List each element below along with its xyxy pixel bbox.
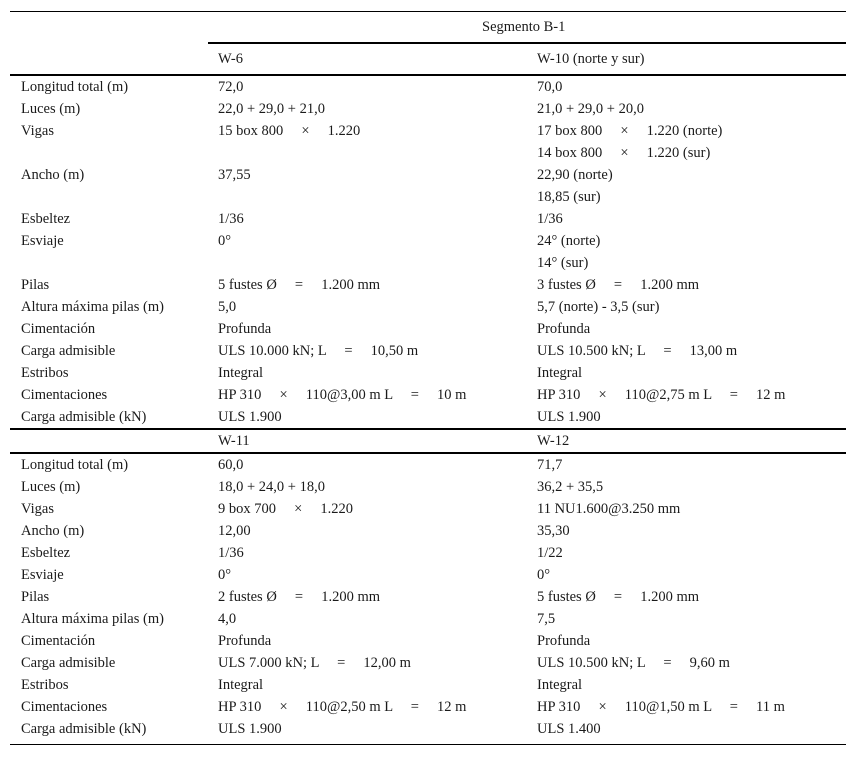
cell-value: 1/36: [537, 211, 563, 227]
top-rule: [10, 11, 846, 12]
cell-value: 5,7 (norte) - 3,5 (sur): [537, 299, 660, 315]
row-label: Estribos: [21, 677, 69, 693]
cell-value: 0°: [537, 567, 551, 583]
cell-value: ULS 10.500 kN; L = 13,00 m: [537, 343, 738, 359]
row-label: Longitud total (m): [21, 457, 129, 473]
row-label: Carga admisible: [21, 343, 116, 359]
row-label: Estribos: [21, 365, 69, 381]
cell-value: 1/36: [218, 545, 244, 561]
cell-value: 7,5: [537, 611, 556, 627]
cell-value: ULS 1.400: [537, 721, 601, 737]
cell-value: 1/22: [537, 545, 563, 561]
cell-value: 1/36: [218, 211, 244, 227]
row-label: Carga admisible (kN): [21, 721, 147, 737]
cell-value: 5,0: [218, 299, 237, 315]
cell-value: 0°: [218, 567, 232, 583]
cell-value: 24° (norte): [537, 233, 601, 249]
bottom-rule: [10, 744, 846, 745]
cell-value: ULS 10.500 kN; L = 9,60 m: [537, 655, 730, 671]
row-label: Carga admisible: [21, 655, 116, 671]
cell-value: 36,2 + 35,5: [537, 479, 604, 495]
row-label: Luces (m): [21, 479, 81, 495]
cell-value: 11 NU1.600@3.250 mm: [537, 501, 681, 517]
cell-value: 3 fustes Ø = 1.200 mm: [537, 277, 700, 293]
column-header-w10: W-10 (norte y sur): [537, 51, 645, 67]
row-label: Cimentación: [21, 321, 96, 337]
row-label: Carga admisible (kN): [21, 409, 147, 425]
cell-value: 4,0: [218, 611, 237, 627]
row-label: Vigas: [21, 501, 54, 517]
row-label: Luces (m): [21, 101, 81, 117]
cell-value: Integral: [218, 677, 264, 693]
cell-value: HP 310 × 110@1,50 m L = 11 m: [537, 699, 785, 715]
row-label: Vigas: [21, 123, 54, 139]
cell-value: 18,0 + 24,0 + 18,0: [218, 479, 325, 495]
cell-value: 22,90 (norte): [537, 167, 613, 183]
cell-value: ULS 1.900: [537, 409, 601, 425]
cell-value: Integral: [218, 365, 264, 381]
row-label: Pilas: [21, 589, 50, 605]
cell-value: HP 310 × 110@2,50 m L = 12 m: [218, 699, 467, 715]
cell-value: Integral: [537, 677, 583, 693]
cell-value: 22,0 + 29,0 + 21,0: [218, 101, 325, 117]
cell-value: 18,85 (sur): [537, 189, 601, 205]
group-header-rule: [208, 42, 846, 44]
column-header-w6: W-6: [218, 51, 243, 67]
cell-value: Profunda: [218, 321, 272, 337]
row-label: Esbeltez: [21, 211, 71, 227]
section2-header-rule: [10, 452, 846, 454]
section2-top-rule: [10, 428, 846, 430]
section1-header-rule: [10, 74, 846, 76]
cell-value: 12,00: [218, 523, 251, 539]
cell-value: 14 box 800 × 1.220 (sur): [537, 145, 711, 161]
row-label: Esviaje: [21, 567, 64, 583]
row-label: Cimentaciones: [21, 387, 108, 403]
row-label: Pilas: [21, 277, 50, 293]
cell-value: ULS 7.000 kN; L = 12,00 m: [218, 655, 411, 671]
cell-value: 60,0: [218, 457, 244, 473]
column-header-w12: W-12: [537, 433, 570, 449]
cell-value: 14° (sur): [537, 255, 589, 271]
row-label: Ancho (m): [21, 167, 85, 183]
cell-value: 17 box 800 × 1.220 (norte): [537, 123, 723, 139]
cell-value: Profunda: [537, 633, 591, 649]
cell-value: 21,0 + 29,0 + 20,0: [537, 101, 644, 117]
row-label: Altura máxima pilas (m): [21, 611, 164, 627]
cell-value: 0°: [218, 233, 232, 249]
row-label: Cimentación: [21, 633, 96, 649]
cell-value: 9 box 700 × 1.220: [218, 501, 354, 517]
cell-value: 35,30: [537, 523, 570, 539]
row-label: Cimentaciones: [21, 699, 108, 715]
cell-value: Profunda: [537, 321, 591, 337]
cell-value: HP 310 × 110@3,00 m L = 10 m: [218, 387, 467, 403]
cell-value: ULS 1.900: [218, 721, 282, 737]
cell-value: HP 310 × 110@2,75 m L = 12 m: [537, 387, 786, 403]
cell-value: 37,55: [218, 167, 251, 183]
row-label: Altura máxima pilas (m): [21, 299, 164, 315]
column-header-w11: W-11: [218, 433, 250, 449]
cell-value: Integral: [537, 365, 583, 381]
row-label: Longitud total (m): [21, 79, 129, 95]
cell-value: 2 fustes Ø = 1.200 mm: [218, 589, 381, 605]
cell-value: ULS 10.000 kN; L = 10,50 m: [218, 343, 419, 359]
cell-value: 70,0: [537, 79, 563, 95]
cell-value: 5 fustes Ø = 1.200 mm: [218, 277, 381, 293]
row-label: Ancho (m): [21, 523, 85, 539]
cell-value: 72,0: [218, 79, 244, 95]
cell-value: 5 fustes Ø = 1.200 mm: [537, 589, 700, 605]
row-label: Esbeltez: [21, 545, 71, 561]
row-label: Esviaje: [21, 233, 64, 249]
cell-value: Profunda: [218, 633, 272, 649]
cell-value: 71,7: [537, 457, 563, 473]
group-header: Segmento B-1: [482, 19, 566, 35]
cell-value: 15 box 800 × 1.220: [218, 123, 361, 139]
cell-value: ULS 1.900: [218, 409, 282, 425]
